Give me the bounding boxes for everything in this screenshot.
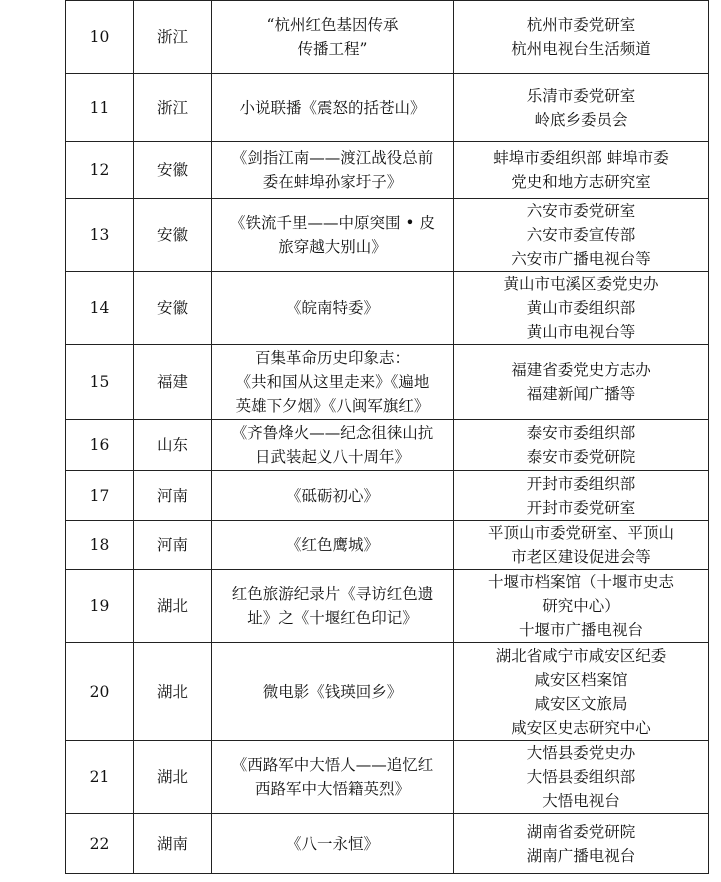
province-cell: 安徽 — [134, 142, 212, 199]
row-number: 10 — [66, 1, 134, 74]
row-number: 19 — [66, 570, 134, 643]
organizer-line: 福建省委党史方志办 — [511, 361, 651, 379]
province-cell: 湖北 — [134, 570, 212, 643]
table-row — [66, 142, 709, 199]
province-cell: 福建 — [134, 345, 212, 420]
program-title-line: 委在蚌埠孙家圩子》 — [262, 173, 403, 191]
organizer-line: 泰安市委党研院 — [526, 448, 636, 466]
program-title-line: 《红色鹰城》 — [285, 536, 379, 554]
organizer-line: 大悟县委党史办 — [526, 744, 636, 762]
organizer-line: 乐清市委党研室 — [526, 86, 636, 105]
program-table — [65, 0, 709, 874]
row-number: 16 — [66, 420, 134, 471]
table-row — [66, 814, 709, 874]
organizer-line: 开封市委党研室 — [526, 498, 636, 517]
organizer-line: 平顶山市委党研室、平顶山 — [487, 524, 674, 542]
table-row — [66, 74, 709, 142]
table-body — [66, 1, 709, 874]
organizer-cell — [454, 814, 709, 874]
organizer-line: 湖北省咸宁市咸安区纪委 — [495, 646, 667, 665]
organizer-cell — [454, 741, 709, 814]
program-title-line: 日武装起义八十周年》 — [254, 448, 410, 466]
program-title-line: 旅穿越大别山》 — [278, 238, 387, 256]
organizer-cell — [454, 471, 709, 521]
program-title-cell — [212, 814, 454, 874]
organizer-line: 党史和地方志研究室 — [511, 173, 651, 191]
table-row — [66, 420, 709, 471]
organizer-cell — [454, 74, 709, 142]
program-title-cell — [212, 741, 454, 814]
program-title-line: 西路军中大悟籍英烈》 — [254, 780, 410, 798]
table-row — [66, 741, 709, 814]
organizer-line: 咸安区文旅局 — [534, 694, 628, 713]
row-number: 14 — [66, 272, 134, 345]
program-title-line: 《皖南特委》 — [285, 299, 379, 317]
organizer-line: 蚌埠市委组织部 蚌埠市委 — [493, 149, 669, 167]
organizer-line: 黄山市委组织部 — [526, 299, 636, 317]
organizer-line: 大悟县委组织部 — [526, 768, 636, 786]
organizer-line: 十堰市广播电视台 — [518, 621, 643, 639]
organizer-line: 咸安区档案馆 — [534, 670, 628, 689]
organizer-cell — [454, 420, 709, 471]
table-row — [66, 471, 709, 521]
province-cell: 浙江 — [134, 1, 212, 74]
program-title-line: 《西路军中大悟人——追忆红 — [231, 756, 434, 774]
organizer-line: 杭州电视台生活频道 — [511, 40, 651, 58]
table-row — [66, 643, 709, 741]
row-number: 17 — [66, 471, 134, 521]
row-number: 12 — [66, 142, 134, 199]
program-title-cell — [212, 142, 454, 199]
program-title-cell — [212, 345, 454, 420]
organizer-line: 研究中心） — [542, 597, 620, 615]
program-title-line: 微电影《钱瑛回乡》 — [262, 682, 403, 701]
organizer-cell — [454, 142, 709, 199]
program-title-line: 《八一永恒》 — [285, 834, 379, 853]
province-cell: 湖北 — [134, 643, 212, 741]
organizer-line: 湖南广播电视台 — [526, 846, 636, 865]
organizer-line: 福建新闻广播等 — [526, 385, 636, 403]
organizer-cell — [454, 345, 709, 420]
organizer-cell — [454, 272, 709, 345]
organizer-line: 六安市委宣传部 — [526, 226, 636, 244]
program-title-cell — [212, 570, 454, 643]
program-title-line: 《砥砺初心》 — [285, 486, 379, 505]
province-cell: 河南 — [134, 471, 212, 521]
program-title-line: 《剑指江南——渡江战役总前 — [231, 149, 434, 167]
province-cell: 安徽 — [134, 199, 212, 272]
table-row — [66, 345, 709, 420]
province-cell: 山东 — [134, 420, 212, 471]
row-number: 11 — [66, 74, 134, 142]
program-title-line: 红色旅游纪录片《寻访红色遗 — [231, 585, 434, 603]
organizer-cell — [454, 1, 709, 74]
organizer-line: 开封市委组织部 — [526, 474, 636, 493]
organizer-cell — [454, 570, 709, 643]
program-title-cell — [212, 643, 454, 741]
table-row — [66, 199, 709, 272]
organizer-line: 湖南省委党研院 — [526, 822, 636, 841]
organizer-line: 十堰市档案馆（十堰市史志 — [487, 573, 674, 591]
province-cell: 安徽 — [134, 272, 212, 345]
organizer-line: 大悟电视台 — [542, 792, 620, 810]
province-cell: 浙江 — [134, 74, 212, 142]
row-number: 15 — [66, 345, 134, 420]
row-number: 18 — [66, 521, 134, 570]
row-number: 22 — [66, 814, 134, 874]
program-title-line: 《共和国从这里走来》《遍地 — [235, 373, 430, 391]
organizer-line: 六安市委党研室 — [526, 202, 636, 220]
province-cell: 湖南 — [134, 814, 212, 874]
program-title-line: 址》之《十堰红色印记》 — [247, 609, 418, 627]
table-row — [66, 521, 709, 570]
program-title-line: 《齐鲁烽火——纪念徂徕山抗 — [231, 424, 434, 442]
program-title-cell — [212, 521, 454, 570]
program-title-cell — [212, 272, 454, 345]
organizer-line: 黄山市电视台等 — [526, 323, 636, 341]
program-title-line: 小说联播《震怒的括苍山》 — [239, 98, 426, 117]
province-cell: 河南 — [134, 521, 212, 570]
organizer-line: 岭底乡委员会 — [534, 110, 628, 129]
program-title-cell — [212, 74, 454, 142]
program-title-line: 英雄下夕烟》《八闽军旗红》 — [235, 397, 430, 415]
table-row — [66, 272, 709, 345]
organizer-line: 市老区建设促进会等 — [511, 548, 651, 566]
organizer-cell — [454, 521, 709, 570]
program-title-line: “杭州红色基因传承 — [266, 16, 399, 34]
program-title-line: 传播工程” — [297, 40, 368, 58]
organizer-line: 杭州市委党研室 — [526, 16, 636, 34]
program-title-cell — [212, 471, 454, 521]
row-number: 20 — [66, 643, 134, 741]
table-row — [66, 570, 709, 643]
organizer-cell — [454, 643, 709, 741]
program-title-line: 《铁流千里——中原突围 • 皮 — [230, 214, 435, 232]
organizer-cell — [454, 199, 709, 272]
province-cell: 湖北 — [134, 741, 212, 814]
program-title-cell — [212, 420, 454, 471]
program-title-line: 百集革命历史印象志： — [254, 349, 410, 367]
row-number: 21 — [66, 741, 134, 814]
program-title-cell — [212, 1, 454, 74]
organizer-line: 黄山市屯溪区委党史办 — [503, 275, 659, 293]
table-row — [66, 1, 709, 74]
row-number: 13 — [66, 199, 134, 272]
organizer-line: 六安市广播电视台等 — [511, 250, 651, 268]
program-title-cell — [212, 199, 454, 272]
organizer-line: 咸安区史志研究中心 — [511, 718, 651, 737]
organizer-line: 泰安市委组织部 — [526, 424, 636, 442]
